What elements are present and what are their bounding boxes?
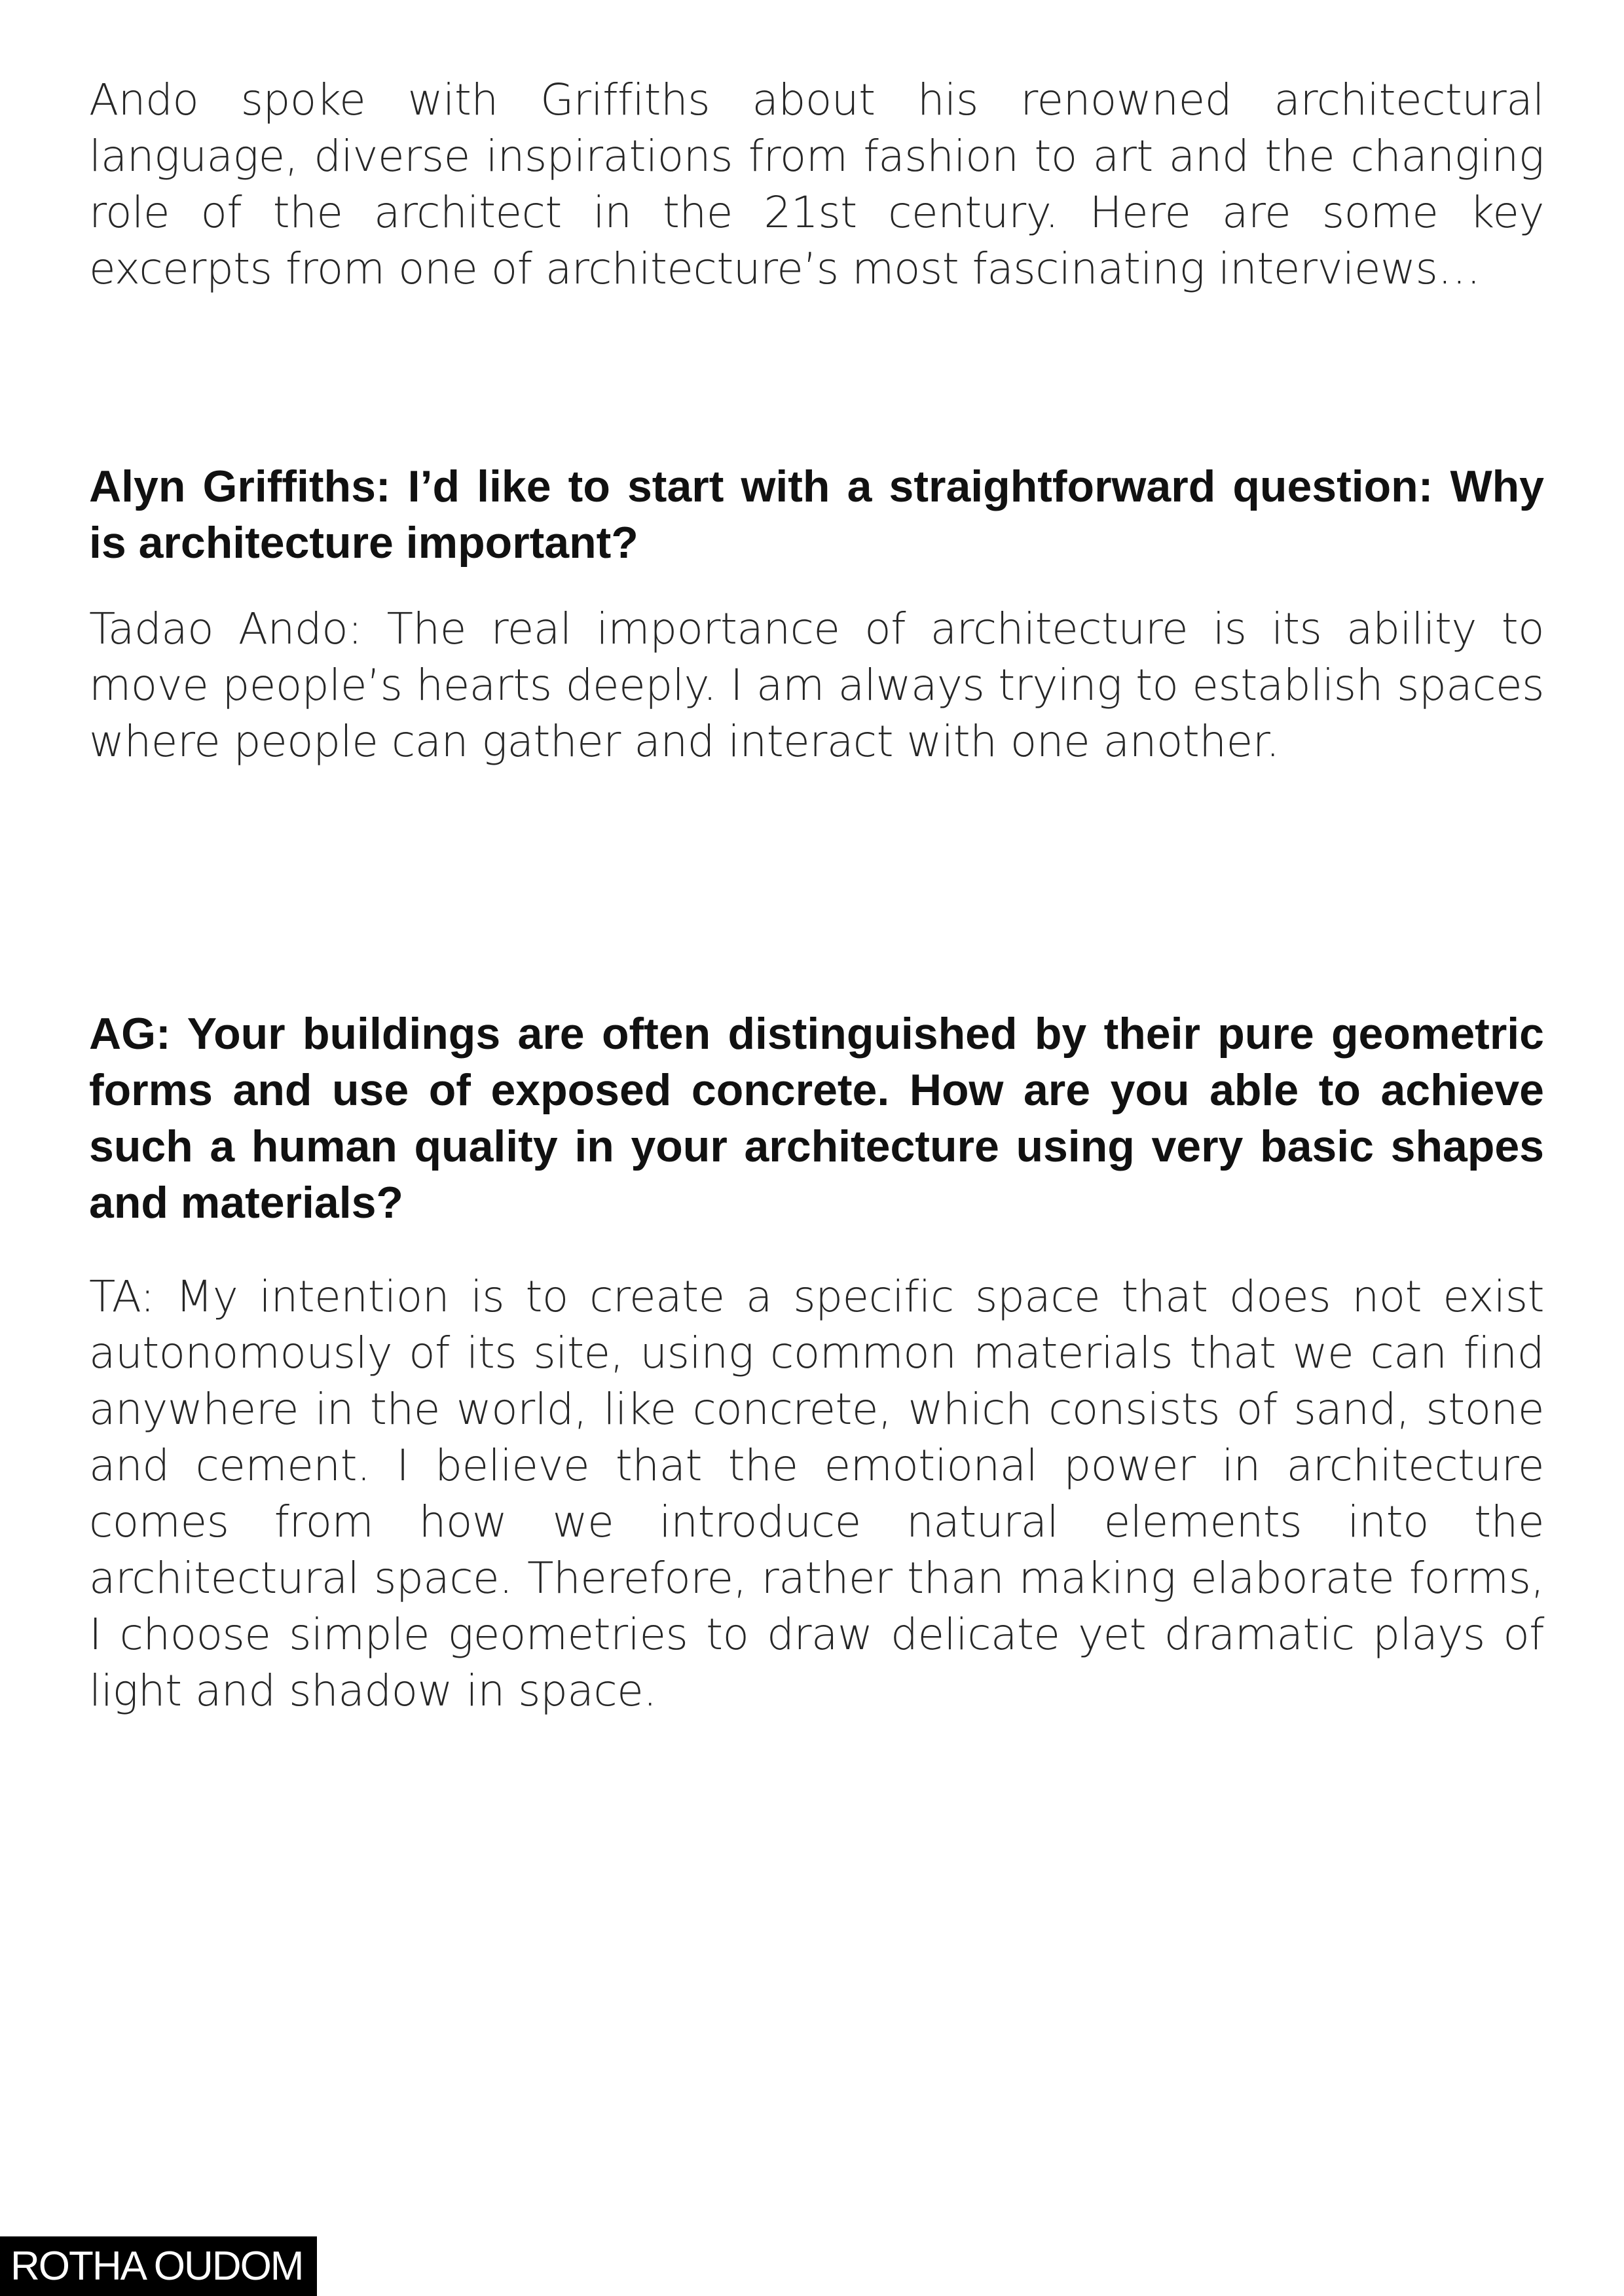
answer-2: TA: My intention is to create a specific space that does not exist autonomously of its site, using common materials that we can find anywhere in the world, like concrete, which consists of sand, stone and cement. I believe that the emotional power in architecture comes from how we introduce natural elements into the architectural space. Therefore, rather than making elaborate forms, I choose simple geometries to draw delicate yet dramatic plays of light and shadow in space.	[89, 1271, 1544, 1716]
question-1: Alyn Griffiths: I’d like to start with a straightforward question: Why is architecture important?	[89, 462, 1544, 568]
intro-paragraph: Ando spoke with Griffiths about his renowned architectural language, diverse inspirations from fashion to art and the changing role of the architect in the 21st century. Here are some key excerpts from one of architecture’s most fascinating interviews…	[89, 75, 1544, 294]
author-badge: ROTHA OUDOM	[0, 2236, 317, 2296]
question-2: AG: Your buildings are often distinguished by their pure geometric forms and use of exposed concrete. How are you able to achieve such a human quality in your architecture using very basic shapes and materials?	[89, 1009, 1544, 1228]
answer-1: Tadao Ando: The real importance of architecture is its ability to move people’s hearts deeply. I am always trying to establish spaces where people can gather and interact with one another.	[89, 604, 1544, 767]
